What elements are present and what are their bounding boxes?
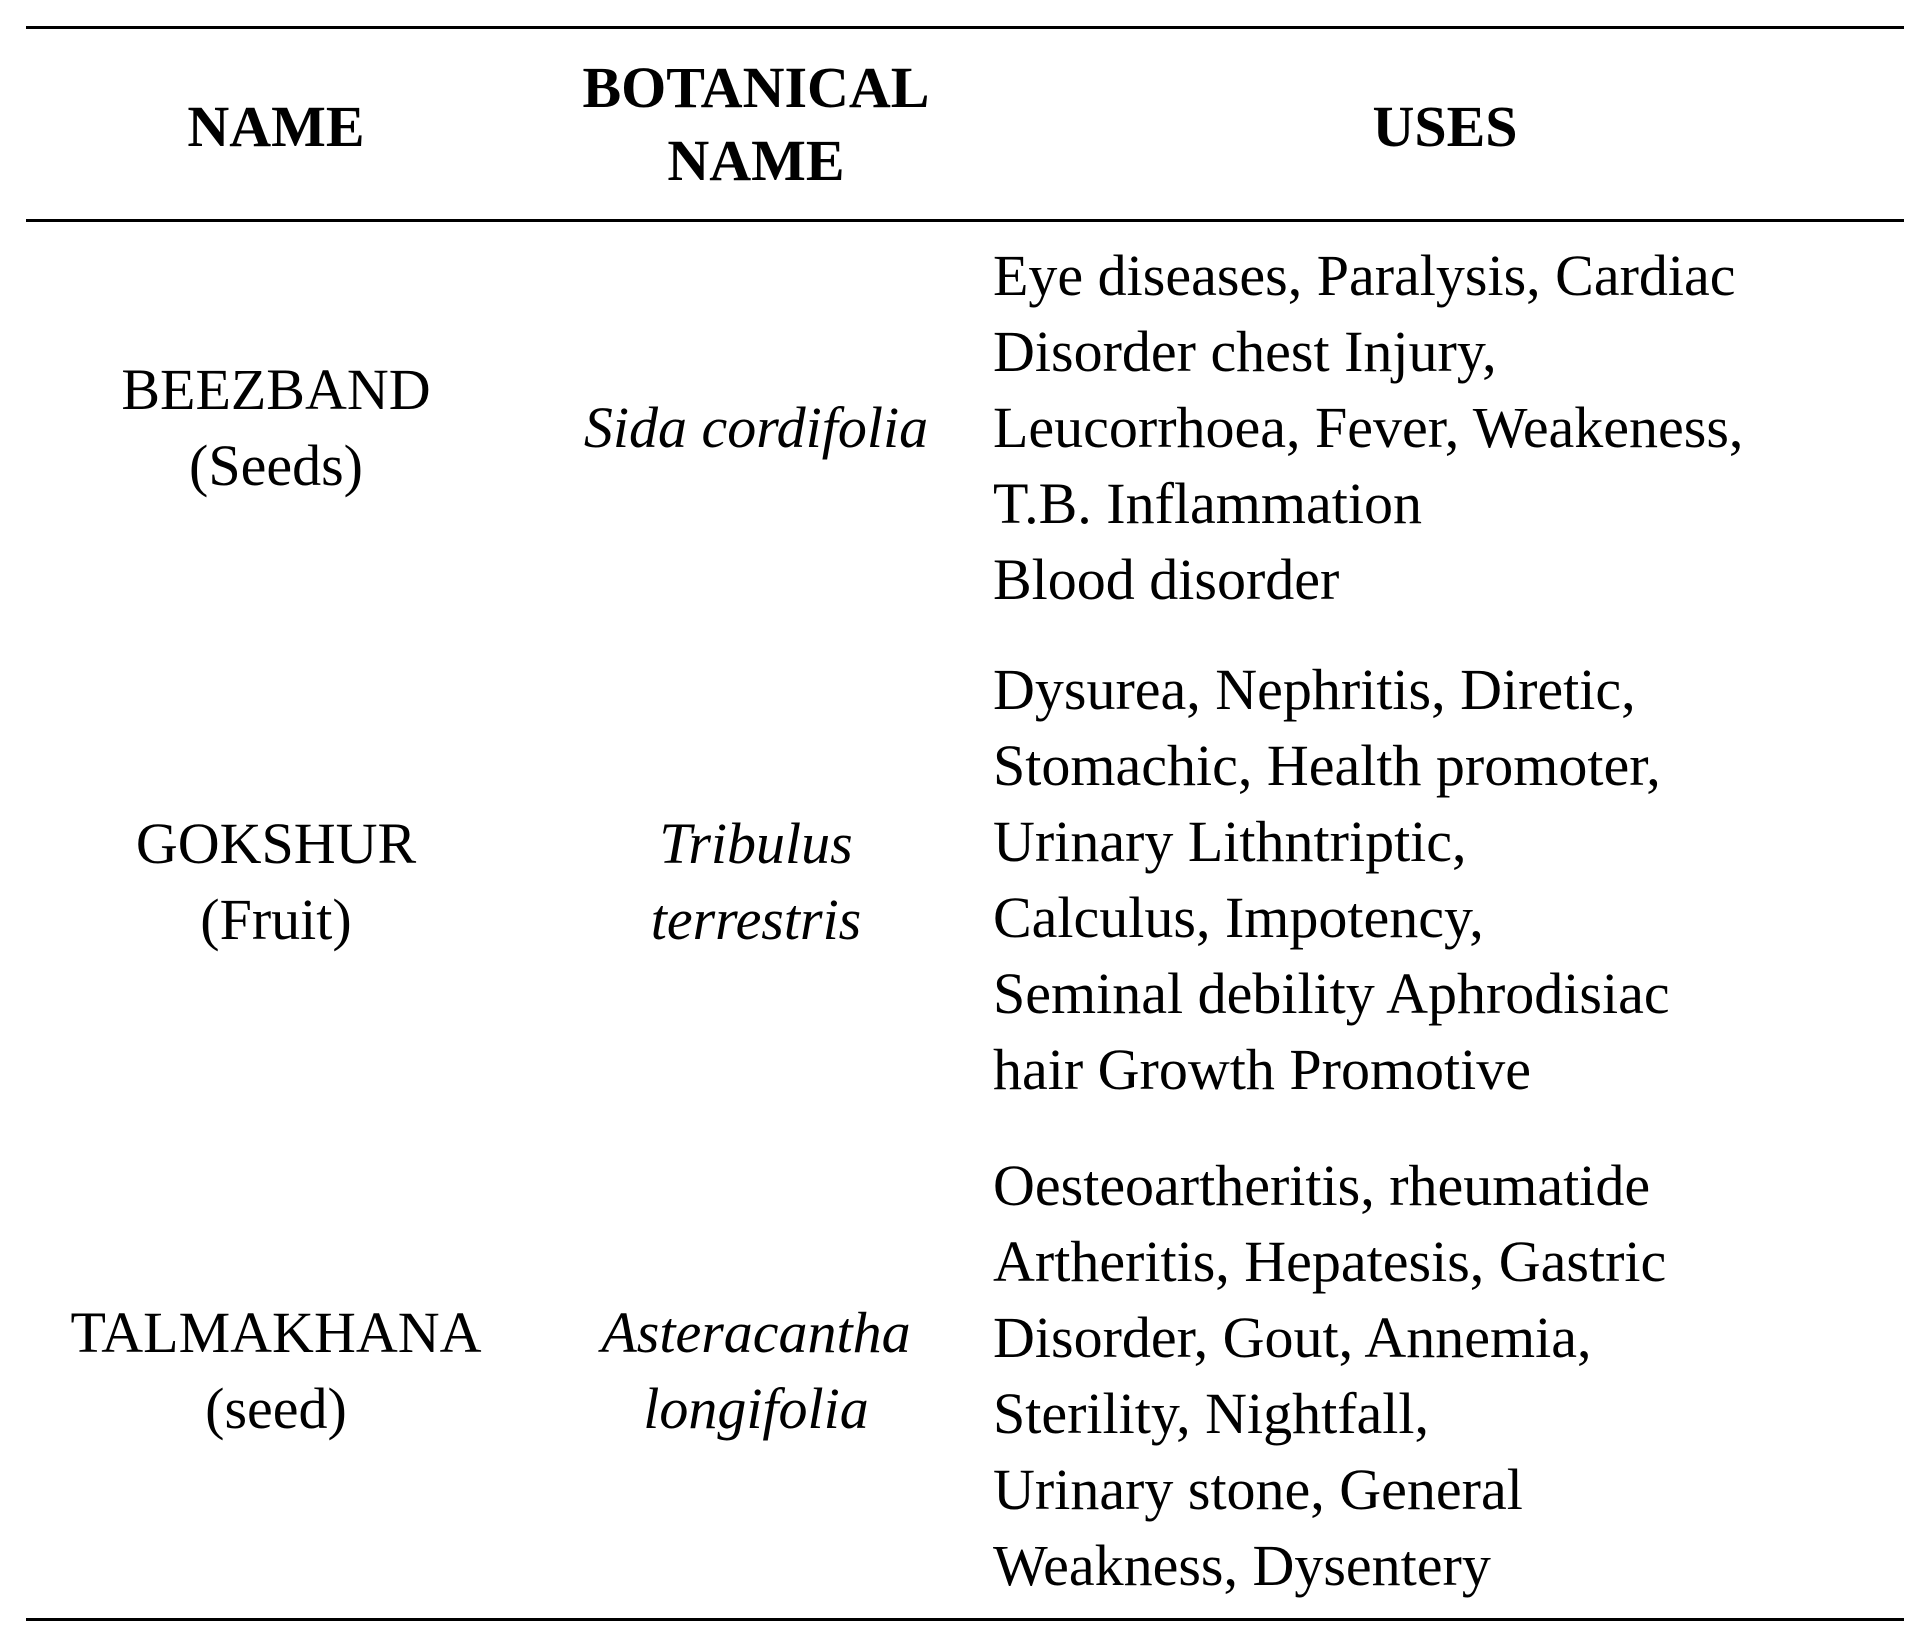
table-top-rule (26, 26, 1904, 29)
row-2-botanical-cell (526, 806, 986, 958)
row-3-botanical-cell (526, 1295, 986, 1447)
row-3-botanical-line: longifolia (643, 1376, 869, 1441)
row-2-uses-line: Stomachic, Health promoter, (993, 733, 1661, 798)
row-2-part: (Fruit) (200, 887, 352, 952)
row-1-part: (Seeds) (189, 433, 363, 498)
row-2-uses-line: Seminal debility Aphrodisiac (993, 961, 1670, 1026)
row-3-name-cell (26, 1295, 526, 1447)
row-3-uses-line: Oesteoartheritis, rheumatide (993, 1153, 1651, 1218)
header-uses: USES (1372, 94, 1518, 159)
row-1-uses-line: Eye diseases, Paralysis, Cardiac (993, 243, 1736, 308)
header-bottom-rule (26, 219, 1904, 222)
row-2-uses-line: Dysurea, Nephritis, Diretic, (993, 657, 1636, 722)
row-2-name-cell (26, 806, 526, 958)
row-3-name: TALMAKHANA (70, 1300, 482, 1365)
header-botanical-name: BOTANICAL NAME (582, 55, 930, 193)
row-3-uses-line: Urinary stone, General (993, 1457, 1523, 1522)
header-name: NAME (187, 94, 365, 159)
row-3-uses-line: Sterility, Nightfall, (993, 1381, 1430, 1446)
row-1-uses-cell (993, 238, 1904, 618)
row-3-uses-line: Artheritis, Hepatesis, Gastric (993, 1229, 1667, 1294)
row-3-uses-cell (993, 1148, 1904, 1604)
row-2-name: GOKSHUR (135, 811, 417, 876)
row-3-uses-line: Disorder, Gout, Annemia, (993, 1305, 1592, 1370)
row-1-botanical-cell (526, 390, 986, 466)
row-2-uses-line: Urinary Lithntriptic, (993, 809, 1467, 874)
row-3-part: (seed) (205, 1376, 347, 1441)
row-1-uses-line: Blood disorder (993, 547, 1340, 612)
row-2-botanical-line: Tribulus (659, 811, 853, 876)
row-1-uses-line: Disorder chest Injury, (993, 319, 1497, 384)
row-3-botanical-line: Asteracantha (601, 1300, 911, 1365)
row-1-uses-line: T.B. Inflammation (993, 471, 1422, 536)
row-2-uses-line: Calculus, Impotency, (993, 885, 1484, 950)
row-1-name-cell (26, 352, 526, 504)
row-1-botanical-line: Sida cordifolia (583, 395, 929, 460)
row-2-botanical-line: terrestris (650, 887, 862, 952)
row-1-uses-line: Leucorrhoea, Fever, Weakeness, (993, 395, 1744, 460)
row-3-uses-line: Weakness, Dysentery (993, 1533, 1491, 1598)
row-2-uses-cell (993, 652, 1904, 1108)
row-2-uses-line: hair Growth Promotive (993, 1037, 1532, 1102)
row-1-name: BEEZBAND (121, 357, 431, 422)
table-bottom-rule (26, 1618, 1904, 1621)
